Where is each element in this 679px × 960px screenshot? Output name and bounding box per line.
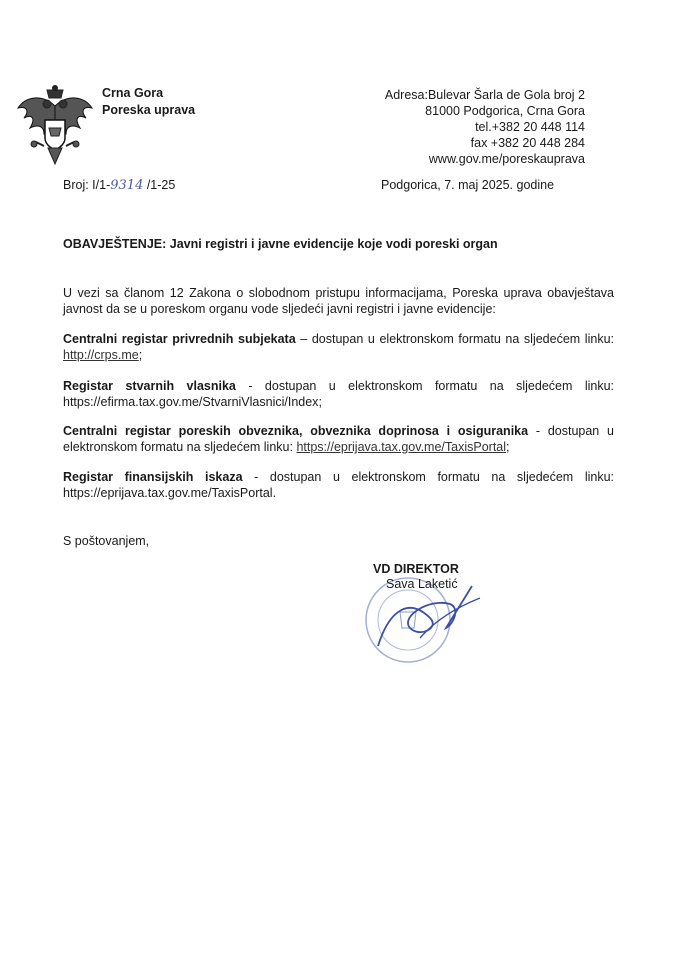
register-name: Registar stvarnih vlasnika bbox=[63, 379, 236, 393]
reference-suffix: /1-25 bbox=[143, 178, 176, 192]
register-end: ; bbox=[138, 348, 143, 362]
register-link[interactable]: https://efirma.tax.gov.me/StvarniVlasnici/Index bbox=[63, 395, 319, 409]
register-name: Registar finansijskih iskaza bbox=[63, 470, 243, 484]
register-desc: - dostupan u elektronskom formatu na sljedećem linku: bbox=[235, 379, 615, 393]
register-desc: - dostupan u elektronskom formatu na sljedećem linku: bbox=[242, 470, 614, 484]
montenegro-coat-of-arms-icon bbox=[14, 84, 96, 170]
register-end: . bbox=[272, 486, 277, 500]
notice-title: OBAVJEŠTENJE: Javni registri i javne evidencije koje vodi poreski organ bbox=[63, 237, 498, 251]
website-line: www.gov.me/poreskauprava bbox=[428, 152, 585, 166]
organization-name bbox=[102, 85, 195, 119]
register-item bbox=[63, 331, 614, 363]
country-name: Crna Gora bbox=[102, 86, 164, 100]
closing-greeting: S poštovanjem, bbox=[63, 534, 150, 548]
signatory-name: Sava Laketić bbox=[386, 577, 458, 591]
register-item bbox=[63, 469, 614, 501]
register-desc: – dostupan u elektronskom formatu na sljedećem linku: bbox=[295, 332, 614, 346]
register-item bbox=[63, 378, 614, 410]
register-item bbox=[63, 423, 614, 455]
register-end: ; bbox=[318, 395, 322, 409]
register-end: ; bbox=[506, 440, 510, 454]
phone-line: tel.+382 20 448 114 bbox=[475, 120, 585, 134]
signatory-title: VD DIREKTOR bbox=[373, 562, 459, 576]
register-desc: - dostupan u elektronskom formatu na sljedećem linku: bbox=[63, 424, 615, 454]
register-name: Centralni registar poreskih obveznika, obveznika doprinosa i osiguranika bbox=[63, 424, 529, 438]
register-link[interactable]: https://eprijava.tax.gov.me/TaxisPortal bbox=[63, 486, 273, 500]
document-date: Podgorica, 7. maj 2025. godine bbox=[381, 178, 555, 192]
register-link[interactable]: http://crps.me bbox=[63, 348, 139, 362]
register-link[interactable]: https://eprijava.tax.gov.me/TaxisPortal bbox=[296, 440, 507, 454]
agency-name: Poreska uprava bbox=[102, 103, 196, 117]
address-line: Adresa:Bulevar Šarla de Gola broj 2 bbox=[384, 88, 585, 102]
postal-line: 81000 Podgorica, Crna Gora bbox=[425, 104, 585, 118]
reference-prefix: Broj: I/1- bbox=[63, 178, 111, 192]
handwritten-number: 9314 bbox=[110, 178, 144, 193]
intro-paragraph: U vezi sa članom 12 Zakona o slobodnom pristupu informacijama, Poreska uprava obavještava javnost da se u poreskom organu vode sljedeći javni registri i javne evidencije: bbox=[63, 286, 614, 316]
contact-address-block bbox=[385, 87, 585, 167]
reference-number bbox=[63, 178, 175, 193]
register-name: Centralni registar privrednih subjekata bbox=[63, 332, 296, 346]
fax-line: fax +382 20 448 284 bbox=[470, 136, 585, 150]
